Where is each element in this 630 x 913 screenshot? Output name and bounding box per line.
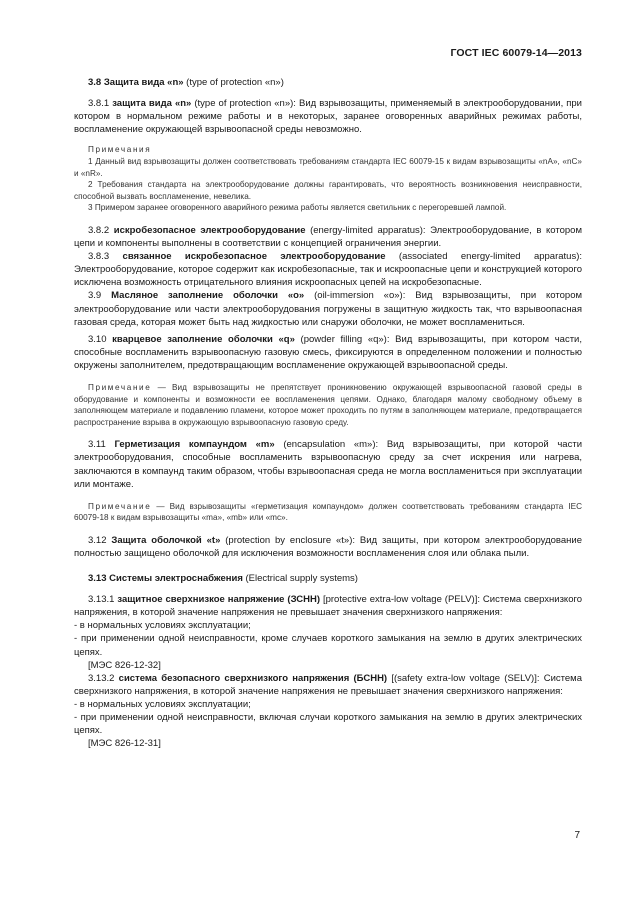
section-number: 3.8	[88, 77, 102, 88]
section-3-8-2: 3.8.2 искробезопасное электрооборудование (energy-limited apparatus): Электрооборудование, в котором цепи и компоненты выполнены в соответствии с концепцией ограничения энергии.	[74, 224, 582, 250]
term: защитное сверхнизкое напряжение (ЗСНН)	[117, 594, 321, 606]
list-item: - в нормальных условиях эксплуатации;	[74, 620, 251, 632]
notes-heading: Примечания	[88, 145, 152, 155]
note-1: 1 Данный вид взрывозащиты должен соответствовать требованиям стандарта IEC 60079-15 к видам взрывозащиты «nA», «nC» и «nR».	[74, 156, 582, 178]
section-3-12: 3.12 Защита оболочкой «t» (protection by enclosure «t»): Вид защиты, при котором электрооборудование полностью защищено оболочкой для исключения возможности воспламенения слоя или облака пыли.	[74, 534, 582, 559]
note-3: 3 Примером заранее оговоренного аварийного режима работы является светильник с перегоревшей лампой.	[88, 203, 507, 213]
term: искробезопасное электрооборудование	[113, 224, 306, 236]
term: Защита оболочкой «t»	[111, 534, 221, 546]
page-content	[74, 76, 582, 750]
list-item: - при применении одной неисправности, включая случаи короткого замыкания на землю в других электрических цепях.	[74, 712, 582, 737]
note-2: 2 Требования стандарта на электрооборудование должны гарантировать, что вероятность возникновения неисправности, способной вызвать воспламенение, невелика.	[74, 180, 582, 201]
term: система безопасного сверхнизкого напряжения (БСНН)	[118, 672, 388, 684]
section-3-13: 3.13 Системы электроснабжения (Electrical supply systems)	[88, 573, 358, 585]
list-item: - в нормальных условиях эксплуатации;	[74, 698, 251, 710]
section-term: Защита вида «n»	[103, 77, 184, 88]
reference: [МЭС 826-12-32]	[88, 659, 161, 671]
reference: [МЭС 826-12-31]	[88, 738, 161, 750]
section-3-8-3: 3.8.3 связанное искробезопасное электрооборудование (associated energy-limited apparatus): Электрооборудование, которое содержит как искробезопасные, так и искроопасные цепи и конструкцией которого исключена возможность отрицательного влияния искроопасных цепей на искробезопасные.	[74, 251, 582, 289]
section-english: (type of protection «n»)	[186, 77, 284, 88]
term: связанное искробезопасное электрооборудование	[122, 251, 386, 263]
section-3-8	[74, 76, 582, 89]
page-number: 7	[574, 830, 580, 841]
term: защита вида «n»	[112, 98, 192, 110]
term: Герметизация компаундом «m»	[114, 439, 275, 451]
section-3-11: 3.11 Герметизация компаундом «m» (encapsulation «m»): Вид взрывозащиты, при которой части электрооборудования, способные воспламенить взрывоопасную среду за счет искрения или нагрева, заключаются в компаунд таким образом, чтобы взрывоопасная среда не могла воспламениться при эксплуатации или монтаже.	[74, 439, 583, 490]
note-3-11: Примечание — Вид взрывозащиты «герметизация компаундом» должен соответствовать требованиям стандарта IEC 60079-18 к видам взрывозащиты «ma», «mb» или «mc».	[74, 501, 582, 523]
section-3-13-2: 3.13.2 система безопасного сверхнизкого напряжения (БСНН) [(safety extra-low voltage (SELV)]: Система сверхнизкого напряжения, в которой значение напряжения не превышает значения сверхнизкого напряжения:	[74, 672, 582, 697]
section-3-13-1: 3.13.1 защитное сверхнизкое напряжение (ЗСНН) [protective extra-low voltage (PELV)]: Система сверхнизкого напряжения, в которой значение напряжения не превышает значения сверхнизкого напряжения:	[74, 594, 583, 619]
section-3-10: 3.10 кварцевое заполнение оболочки «q» (powder filling «q»): Вид взрывозащиты, при котором части, способные воспламенить взрывоопасную газовую смесь, фиксируются в определенном положении и полностью окружены заполнителем, предотвращающим воспламенение окружающей взрывоопасной среды.	[74, 333, 582, 371]
section-3-8-1: 3.8.1 защита вида «n» (type of protection «n»): Вид взрывозащиты, применяемый в электрооборудовании, при котором в нормальном режиме работы и в некоторых, заранее оговоренных аварийных режимах работы, воспламенение окружающей взрывоопасной среды невозможно.	[74, 98, 582, 136]
notes-block	[74, 144, 582, 214]
note-3-10: Примечание — Вид взрывозащиты не препятствует проникновению окружающей взрывоопасной газовой среды в оборудование и компоненты и возможности ее воспламенения цепями. Однако, благодаря малому свободному объему в заполняющем материале и подавлению пламени, которое может проходить по путям в заполняющем материале, предотвращается распространение взрыва в окружающую взрывоопасную газовую среду.	[74, 382, 582, 427]
term: кварцевое заполнение оболочки «q»	[112, 333, 295, 345]
document-id-header: ГОСТ IEC 60079-14—2013	[450, 47, 582, 59]
list-item: - при применении одной неисправности, кроме случаев короткого замыкания на землю в других электрических цепях.	[74, 633, 582, 658]
section-3-9: 3.9 Масляное заполнение оболочки «о» (oil-immersion «o»): Вид взрывозащиты, при котором электрооборудование или части электрооборудования погружены в защитную жидкость так, что взрывоопасная газовая среда, которая может быть над жидкостью или снаружи оболочки, не может воспламениться.	[74, 290, 583, 328]
term: Масляное заполнение оболочки «о»	[111, 290, 305, 302]
term: Системы электроснабжения	[109, 573, 243, 585]
